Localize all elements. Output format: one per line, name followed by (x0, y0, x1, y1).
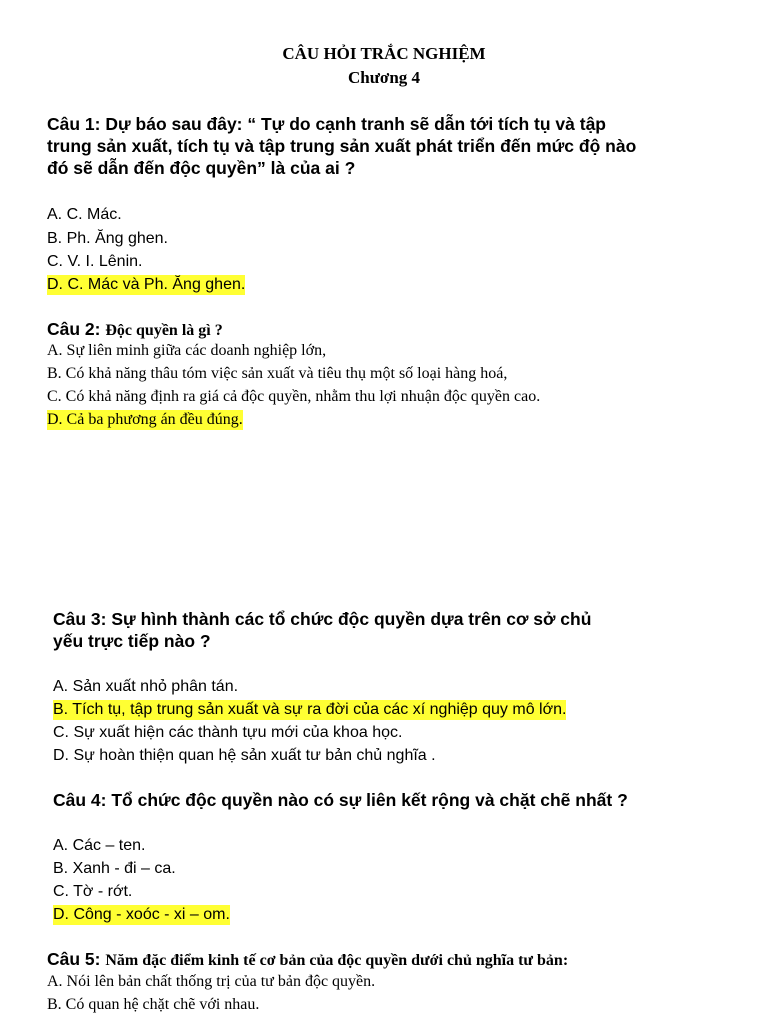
question-3 (53, 608, 591, 652)
q3-option-b-answer: B. Tích tụ, tập trung sản xuất và sự ra đời của các xí nghiệp quy mô lớn. (53, 701, 567, 718)
question-text-line: Sự hình thành các tổ chức độc quyền dựa trên cơ sở chủ (111, 609, 592, 629)
q5-option-b: B. Có quan hệ chặt chẽ với nhau. (47, 996, 260, 1013)
question-text-line: trung sản xuất, tích tụ và tập trung sản xuất phát triển đến mức độ nào (47, 136, 637, 156)
q3-option-d: D. Sự hoàn thiện quan hệ sản xuất tư bản chủ nghĩa . (53, 747, 436, 764)
q1-option-c: C. V. I. Lênin. (47, 253, 143, 270)
q5-option-a: A. Nói lên bản chất thống trị của tư bản độc quyền. (47, 973, 376, 990)
question-text: Tổ chức độc quyền nào có sự liên kết rộng và chặt chẽ nhất ? (111, 790, 628, 810)
question-text: Độc quyền là gì ? (105, 322, 223, 339)
q4-option-d-answer: D. Công - xoóc - xi – om. (53, 906, 230, 923)
q2-option-c: C. Có khả năng định ra giá cả độc quyền, nhằm thu lợi nhuận độc quyền cao. (47, 388, 541, 405)
q1-option-a: A. C. Mác. (47, 206, 122, 223)
q2-option-b: B. Có khả năng thâu tóm việc sản xuất và tiêu thụ một số loại hàng hoá, (47, 365, 508, 382)
q3-option-a: A. Sản xuất nhỏ phân tán. (53, 678, 239, 695)
question-label: Câu 4: (53, 790, 107, 810)
question-text: Năm đặc điểm kinh tế cơ bản của độc quyền dưới chủ nghĩa tư bản: (105, 952, 569, 969)
q4-option-b: B. Xanh - đi – ca. (53, 860, 176, 877)
question-4 (53, 789, 628, 811)
question-1 (47, 113, 636, 179)
question-label: Câu 3: (53, 609, 107, 629)
q1-option-b: B. Ph. Ăng ghen. (47, 230, 168, 247)
q1-option-d-answer: D. C. Mác và Ph. Ăng ghen. (47, 276, 246, 293)
q3-option-c: C. Sự xuất hiện các thành tựu mới của khoa học. (53, 724, 403, 741)
question-label: Câu 2: (47, 319, 101, 339)
question-2 (47, 318, 223, 342)
q2-option-a: A. Sự liên minh giữa các doanh nghiệp lớn, (47, 342, 327, 359)
question-5 (47, 948, 568, 972)
chapter-subtitle: Chương 4 (347, 68, 421, 87)
question-label: Câu 1: (47, 114, 101, 134)
q4-option-c: C. Tờ - rớt. (53, 883, 133, 900)
question-text-line: yếu trực tiếp nào ? (53, 631, 211, 651)
question-text-line: Dự báo sau đây: “ Tự do cạnh tranh sẽ dẫn tới tích tụ và tập (105, 114, 606, 134)
question-text-line: đó sẽ dẫn đến độc quyền” là của ai ? (47, 158, 356, 178)
q4-option-a: A. Các – ten. (53, 837, 146, 854)
question-label: Câu 5: (47, 949, 101, 969)
document-title: CÂU HỎI TRẮC NGHIỆM (282, 44, 486, 63)
q2-option-d-answer: D. Cả ba phương án đều đúng. (47, 411, 243, 428)
